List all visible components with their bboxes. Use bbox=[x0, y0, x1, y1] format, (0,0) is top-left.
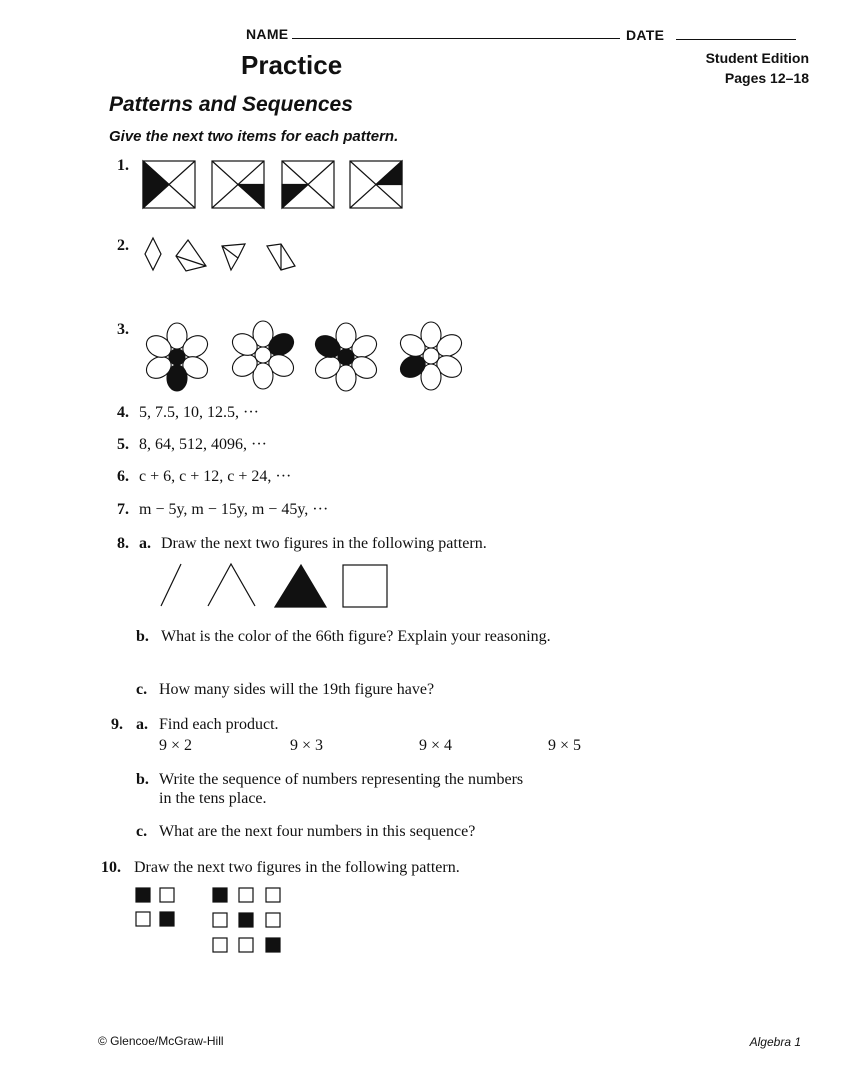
problem-3-number: 3. bbox=[117, 321, 129, 338]
problem-8b-label: b. bbox=[136, 628, 149, 645]
pages-label: Pages 12–18 bbox=[724, 70, 809, 86]
footer-course: Algebra 1 bbox=[749, 1035, 801, 1049]
problem-5-text: 8, 64, 512, 4096, ··· bbox=[139, 436, 267, 453]
problem-6-text: c + 6, c + 12, c + 24, ··· bbox=[139, 468, 292, 485]
problem-9c-text: What are the next four numbers in this sequence? bbox=[159, 823, 476, 840]
problem-9c-label: c. bbox=[136, 823, 148, 840]
problem-9a-label: a. bbox=[136, 716, 148, 733]
name-label: NAME bbox=[246, 26, 289, 42]
problem-4-text: 5, 7.5, 10, 12.5, ··· bbox=[139, 404, 259, 421]
page-title: Practice bbox=[241, 50, 343, 80]
problem-8a-text: Draw the next two figures in the following pattern. bbox=[161, 535, 487, 552]
problem-9b-text: Write the sequence of numbers representing the numbers bbox=[159, 771, 524, 788]
product-1: 9 × 2 bbox=[159, 737, 193, 754]
edition-label: Student Edition bbox=[705, 50, 809, 66]
problem-7-text: m − 5y, m − 15y, m − 45y, ··· bbox=[139, 501, 329, 518]
section-title: Patterns and Sequences bbox=[109, 93, 353, 116]
product-3: 9 × 4 bbox=[419, 737, 453, 754]
problem-8a-label: a. bbox=[139, 535, 151, 552]
problem-9-number: 9. bbox=[111, 716, 123, 733]
problem-9b-label: b. bbox=[136, 771, 149, 788]
problem-9b-text-2: in the tens place. bbox=[159, 790, 267, 807]
footer-publisher: © Glencoe/McGraw-Hill bbox=[98, 1034, 224, 1048]
problem-7-number: 7. bbox=[117, 501, 129, 518]
problem-1-number: 1. bbox=[117, 157, 129, 174]
problem-9a-text: Find each product. bbox=[159, 716, 279, 733]
problem-8-number: 8. bbox=[117, 535, 129, 552]
product-4: 9 × 5 bbox=[548, 737, 582, 754]
date-label: DATE bbox=[626, 27, 665, 43]
problem-6-number: 6. bbox=[117, 468, 129, 485]
problem-8b-text: What is the color of the 66th figure? Explain your reasoning. bbox=[161, 628, 551, 645]
instructions: Give the next two items for each pattern. bbox=[109, 128, 399, 145]
problem-8c-text: How many sides will the 19th figure have? bbox=[159, 681, 435, 698]
problem-8c-label: c. bbox=[136, 681, 148, 698]
product-2: 9 × 3 bbox=[290, 737, 324, 754]
problem-5-number: 5. bbox=[117, 436, 129, 453]
problem-10-text: Draw the next two figures in the following pattern. bbox=[134, 859, 460, 876]
problem-2-number: 2. bbox=[117, 237, 129, 254]
grid-figure-1 bbox=[136, 888, 174, 926]
grid-figure-2 bbox=[213, 888, 280, 952]
problem-4-number: 4. bbox=[117, 404, 129, 421]
problem-10-number: 10. bbox=[101, 859, 121, 876]
